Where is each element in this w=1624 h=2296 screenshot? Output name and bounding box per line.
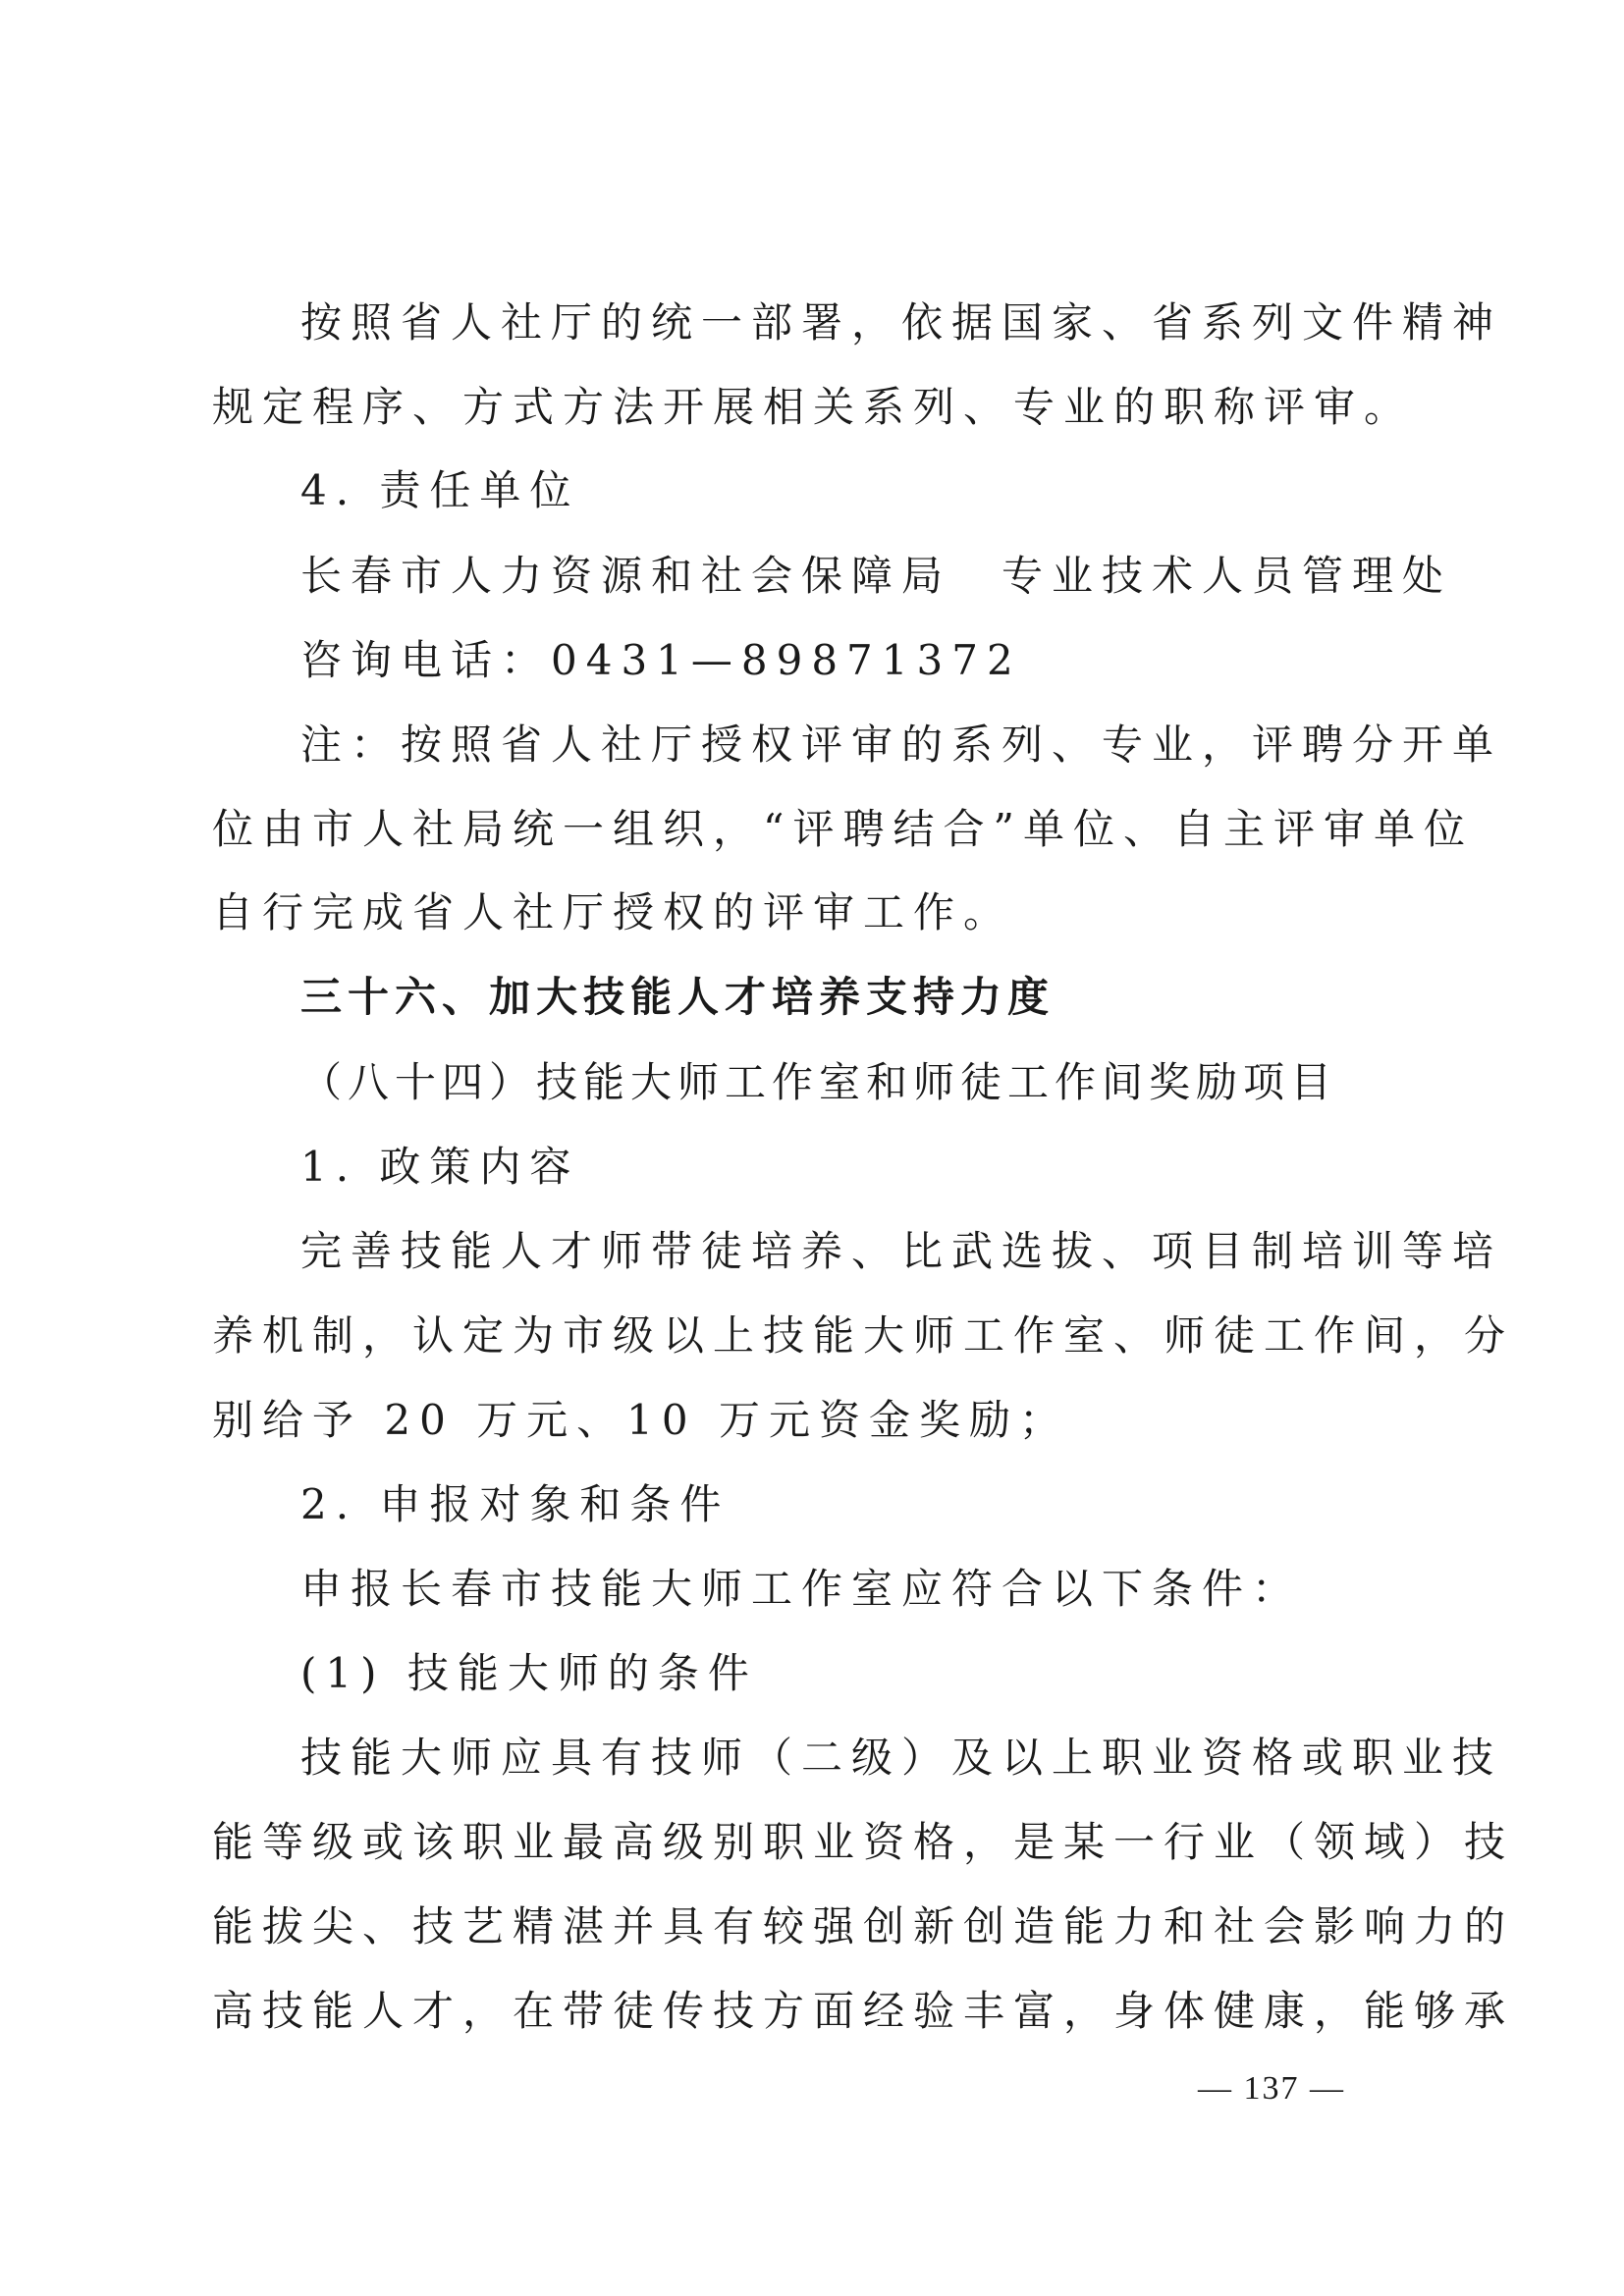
paragraph-line: 申报长春市技能大师工作室应符合以下条件： — [300, 1565, 1303, 1613]
section-heading: 三十六、加大技能人才培养支持力度 — [300, 973, 1056, 1021]
paragraph-line: 技能大师应具有技师（二级）及以上职业资格或职业技 — [300, 1734, 1503, 1782]
note-line: 注：按照省人社厅授权评审的系列、专业，评聘分开单 — [300, 721, 1503, 769]
paragraph-line: 完善技能人才师带徒培养、比武选拔、项目制培训等培 — [300, 1227, 1503, 1275]
note-line: 位由市人社局统一组织，“评聘结合”单位、自主评审单位 — [212, 805, 1474, 853]
page-number: — 137 — — [1198, 2070, 1345, 2107]
paragraph-line: 规定程序、方式方法开展相关系列、专业的职称评审。 — [212, 383, 1415, 431]
paragraph-line: 高技能人才，在带徒传技方面经验丰富，身体健康，能够承 — [212, 1987, 1515, 2035]
item-heading: 1. 政策内容 — [300, 1143, 580, 1191]
subsection-heading: （八十四）技能大师工作室和师徒工作间奖励项目 — [300, 1058, 1338, 1106]
paragraph-line: 能等级或该职业最高级别职业资格，是某一行业（领域）技 — [212, 1818, 1515, 1866]
responsible-unit: 长春市人力资源和社会保障局 专业技术人员管理处 — [300, 552, 1453, 600]
item-subheading: (1) 技能大师的条件 — [300, 1649, 758, 1697]
paragraph-line: 养机制，认定为市级以上技能大师工作室、师徒工作间，分 — [212, 1311, 1515, 1360]
paragraph-line: 按照省人社厅的统一部署，依据国家、省系列文件精神 — [300, 298, 1503, 347]
note-line: 自行完成省人社厅授权的评审工作。 — [212, 888, 1014, 936]
contact-phone: 咨询电话：0431—89871372 — [300, 636, 1022, 684]
item-heading: 4. 责任单位 — [300, 466, 580, 514]
paragraph-line: 别给予 20 万元、10 万元资金奖励； — [212, 1396, 1069, 1444]
item-heading: 2. 申报对象和条件 — [300, 1480, 731, 1528]
paragraph-line: 能拔尖、技艺精湛并具有较强创新创造能力和社会影响力的 — [212, 1902, 1515, 1950]
